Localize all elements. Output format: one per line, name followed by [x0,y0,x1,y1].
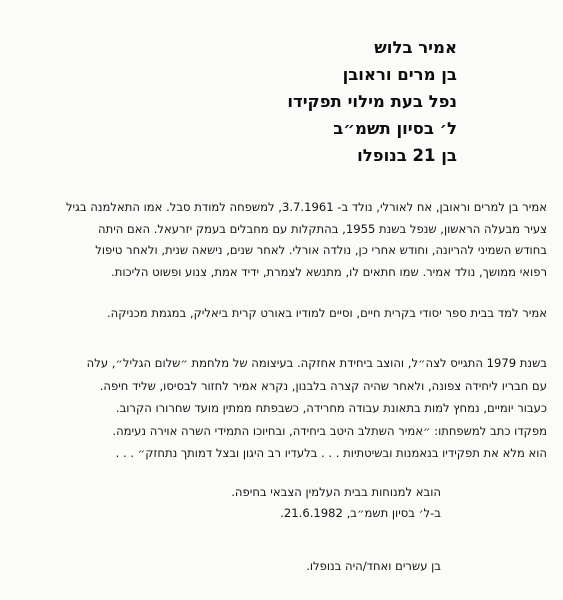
text-line: רפואי ממושך, נולד אמיר. שמו חתאים לו, מתנשא לצמרת, ידיד אמת, צנוע ופשוט הליכות. [111,264,547,279]
paragraph-closing [306,556,441,578]
text-line: כעבור יומיים, נמחץ למות בתאונת עבודה מחרידה, כשבפתח ממתין מועד שחרורו הקרוב. [115,401,547,415]
memorial-header [287,34,457,169]
paragraph-education [7,303,547,325]
text-line: הוא מלא את תפקידיו בנאמנות ובשיטתיות . . . בלעדיו רב היגון ובצל דמותך נתחזק״ . . . [115,446,547,460]
text-line: הובא למנוחות בבית העלמין הצבאי בחיפה. [231,485,441,499]
header-fell: נפל בעת מילוי תפקידו [287,92,457,111]
paragraph-biography [7,197,547,283]
text-line: בחודש השמיני להריונה, וחודש אחרי כן, נולדה אורלי. לאחר שנים, נישאה שנית, ולאחר טיפול [95,243,547,257]
text-line: צעיר מבעלה הראשון, שנפל בשנת 1955, בהתקלות עם מחבלים בעמק יזרעאל. האם היתה [98,221,547,236]
header-parents: בן מרים וראובן [342,65,457,84]
text-line: מפקדו כתב למשפחתו: ״אמיר השתלב היטב ביחידה, ובחיוכו התמידי השרה אוירה נעימה. [112,423,547,438]
header-age: בן 21 בנופלו [357,146,457,165]
header-name: אמיר בלוש [374,38,457,57]
header-date: ל׳ בסיון תשמ״ב [333,119,457,138]
paragraph-service [7,352,547,465]
text-line: אמיר בן למרים וראובן, אח לאורלי, נולד ב- 3.7.1961, למשפחה למודת סבל. אמו התאלמנה בגיל [65,200,547,214]
text-line: אמיר למד בבית ספר יסודי בקרית חיים, וסיים למודיו באורט קרית ביאליק, במגמת מכניקה. [106,306,547,320]
text-line: בשנת 1979 התגייס לצה״ל, והוצב ביחידת אחזקה. בעיצומה של מלחמת ״שלום הגליל״, עלה [86,356,547,370]
paragraph-burial [231,482,441,524]
text-line: ב-ל׳ בסיון תשמ״ב, 21.6.1982. [280,506,441,520]
text-line: בן עשרים ואחד/היה בנופלו. [306,559,441,573]
text-line: עם חבריו ליחידה צפונה, ולאחר שהיה קצרה בלבנון, נקרא אמיר לחזור לבסיסו, שליד חיפה. [99,378,547,393]
